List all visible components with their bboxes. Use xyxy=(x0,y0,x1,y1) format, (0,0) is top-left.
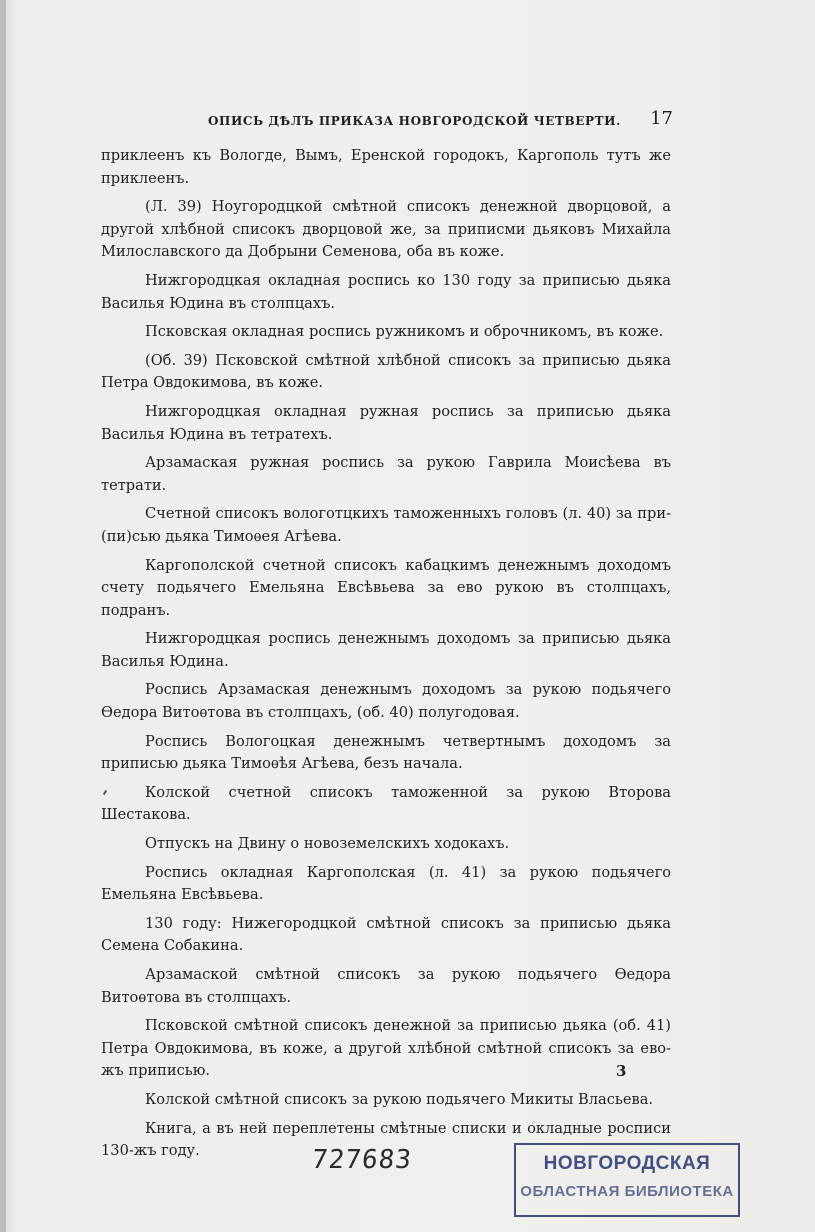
header-title: ОПИСЬ ДѢЛЪ ПРИКАЗА НОВГОРОДСКОЙ ЧЕТВЕРТИ. xyxy=(208,114,621,128)
paragraph: Колской счетной списокъ таможенной за рукою Второва Шестакова. xyxy=(101,783,671,824)
body-text xyxy=(101,145,671,1163)
stamp-line-1: НОВГОРОДСКАЯ xyxy=(543,1153,711,1174)
paragraph: Арзамаская ружная роспись за рукою Гаврила Моисѣева въ тетрати. xyxy=(101,454,671,494)
stamp-line-2: ОБЛАСТНАЯ БИБЛИОТЕКА xyxy=(520,1183,734,1200)
paragraph: Нижгородцкая окладная роспись ко 130 году за приписью дьяка Василья Юдина въ столпцахъ. xyxy=(101,271,671,312)
page-number: 17 xyxy=(650,108,673,129)
running-header xyxy=(100,108,675,132)
paragraph: Роспись Арзамаская денежнымъ доходомъ за рукою подьячего Ѳедора Витоѳтова въ столпцахъ, (об. 40) полугодовая. xyxy=(101,681,671,722)
paragraph: Книга, а въ ней переплетены смѣтные списки и окладные росписи 130-жъ году. xyxy=(101,1119,671,1160)
paragraph: Нижгородцкая окладная ружная роспись за приписью дьяка Василья Юдина въ тетратехъ. xyxy=(101,402,671,443)
paragraph: Арзамаской смѣтной списокъ за рукою подьячего Ѳедора Витоѳтова въ столпцахъ. xyxy=(101,966,671,1006)
paragraph: Роспись окладная Каргополская (л. 41) за рукою подьячего Емельяна Евсѣвьева. xyxy=(101,863,671,904)
paragraph: Псковская окладная роспись ружникомъ и оброчникомъ, въ коже. xyxy=(145,323,664,341)
paragraph: Роспись Вологоцкая денежнымъ четвертнымъ доходомъ за приписью дьяка Тимоѳѣя Агѣева, безъ начала. xyxy=(101,732,671,773)
inventory-number: 727683 xyxy=(310,1145,414,1175)
paragraph: (Об. 39) Псковской смѣтной хлѣбной списокъ за приписью дьяка Петра Овдокимова, въ коже. xyxy=(101,351,671,392)
paragraph: Счетной списокъ вологотцкихъ таможенныхъ головъ (л. 40) за при-(пи)сью дьяка Тимоѳея Агѣева. xyxy=(101,505,671,545)
paragraph: приклеенъ къ Вологде, Вымъ, Еренской городокъ, Каргополь тутъ же приклеенъ. xyxy=(101,147,671,187)
page-spine xyxy=(0,0,6,1232)
paragraph: Псковской смѣтной списокъ денежной за приписью дьяка (об. 41) Петра Овдокимова, въ коже, а другой хлѣбной смѣтной списокъ за ево-жъ приписью. xyxy=(101,1017,671,1080)
signature-mark: 3 xyxy=(616,1062,627,1080)
paragraph: Отпускъ на Двину о новоземелскихъ ходокахъ. xyxy=(145,835,510,853)
paragraph: Каргополской счетной списокъ кабацкимъ денежнымъ доходомъ счету подьячего Емельяна Евсѣвьева за ево рукою въ столпцахъ, подранъ. xyxy=(101,556,671,619)
library-stamp xyxy=(514,1143,740,1217)
paragraph: (Л. 39) Ноугородцкой смѣтной списокъ денежной дворцовой, а другой хлѣбной списокъ дворцовой же, за приписми дьяковъ Михайла Милославского да Добрыни Семенова, оба въ коже. xyxy=(101,198,671,261)
paragraph: Нижгородцкая роспись денежнымъ доходомъ за приписью дьяка Василья Юдина. xyxy=(101,630,671,670)
paragraph: Колской смѣтной списокъ за рукою подьячего Микиты Власьева. xyxy=(145,1090,654,1108)
paragraph: 130 году: Нижегородцкой смѣтной списокъ за приписью дьяка Семена Собакина. xyxy=(101,914,671,955)
